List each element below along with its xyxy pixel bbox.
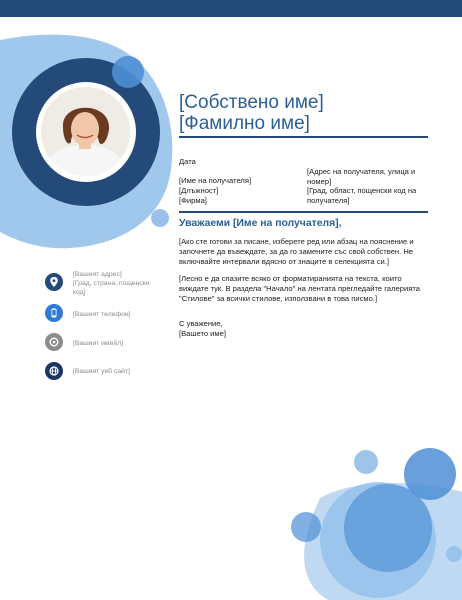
phone-icon xyxy=(45,304,63,322)
last-name-heading: [Фамилно име] xyxy=(179,113,310,134)
map-pin-icon xyxy=(45,273,63,291)
email-icon xyxy=(45,333,63,351)
contact-address: код] xyxy=(73,289,86,296)
globe-icon xyxy=(45,362,63,380)
salutation-rule xyxy=(179,211,428,213)
contact-phone: [Вашият телефон] xyxy=(73,311,131,318)
recipient-address-line: получателя] xyxy=(307,196,350,205)
first-name-heading: [Собствено име] xyxy=(179,92,324,113)
profile-photo xyxy=(41,87,130,176)
closing-regards: С уважение, xyxy=(179,319,223,328)
recipient-address-line: [Град, област, пощенски код на xyxy=(307,186,417,195)
header-rule xyxy=(179,136,428,138)
body-paragraph-line: включвайте интервали вдясно от знаците в селекцията си.] xyxy=(179,257,389,266)
closing-name: [Вашето име] xyxy=(179,329,226,338)
recipient-title: [Длъжност] xyxy=(179,186,219,195)
recipient-address-line: номер] xyxy=(307,177,332,186)
body-paragraph-line: започнете да въвеждате, за да го замените със свой собствен. Не xyxy=(179,247,414,256)
contact-address: [Вашият адрес] xyxy=(73,271,122,278)
contact-email: [Вашият имейл] xyxy=(73,340,124,347)
body-paragraph-line: [Лесно е да спазите всяко от форматиранията на текста, които xyxy=(179,274,402,283)
contact-address: [Град, страна, пощенски xyxy=(73,280,150,287)
body-paragraph-line: [Ако сте готови за писане, изберете ред или абзац на пояснение и xyxy=(179,237,414,246)
date: Дата xyxy=(179,157,196,166)
contact-website: [Вашият уеб сайт] xyxy=(73,368,130,375)
recipient-address-line: [Адрес на получателя, улица и xyxy=(307,167,416,176)
salutation: Уважаеми [Име на получателя], xyxy=(179,218,342,229)
recipient-name: [Име на получателя] xyxy=(179,176,252,185)
decorative-circles-bottom xyxy=(280,440,462,600)
body-paragraph-line: виждате тук. В раздела "Начало" на лентата прегледайте галерията xyxy=(179,284,420,293)
body-paragraph-line: "Стилове" за всички стилове, използвани в това писмо.] xyxy=(179,294,378,303)
recipient-company: [Фирма] xyxy=(179,196,207,205)
